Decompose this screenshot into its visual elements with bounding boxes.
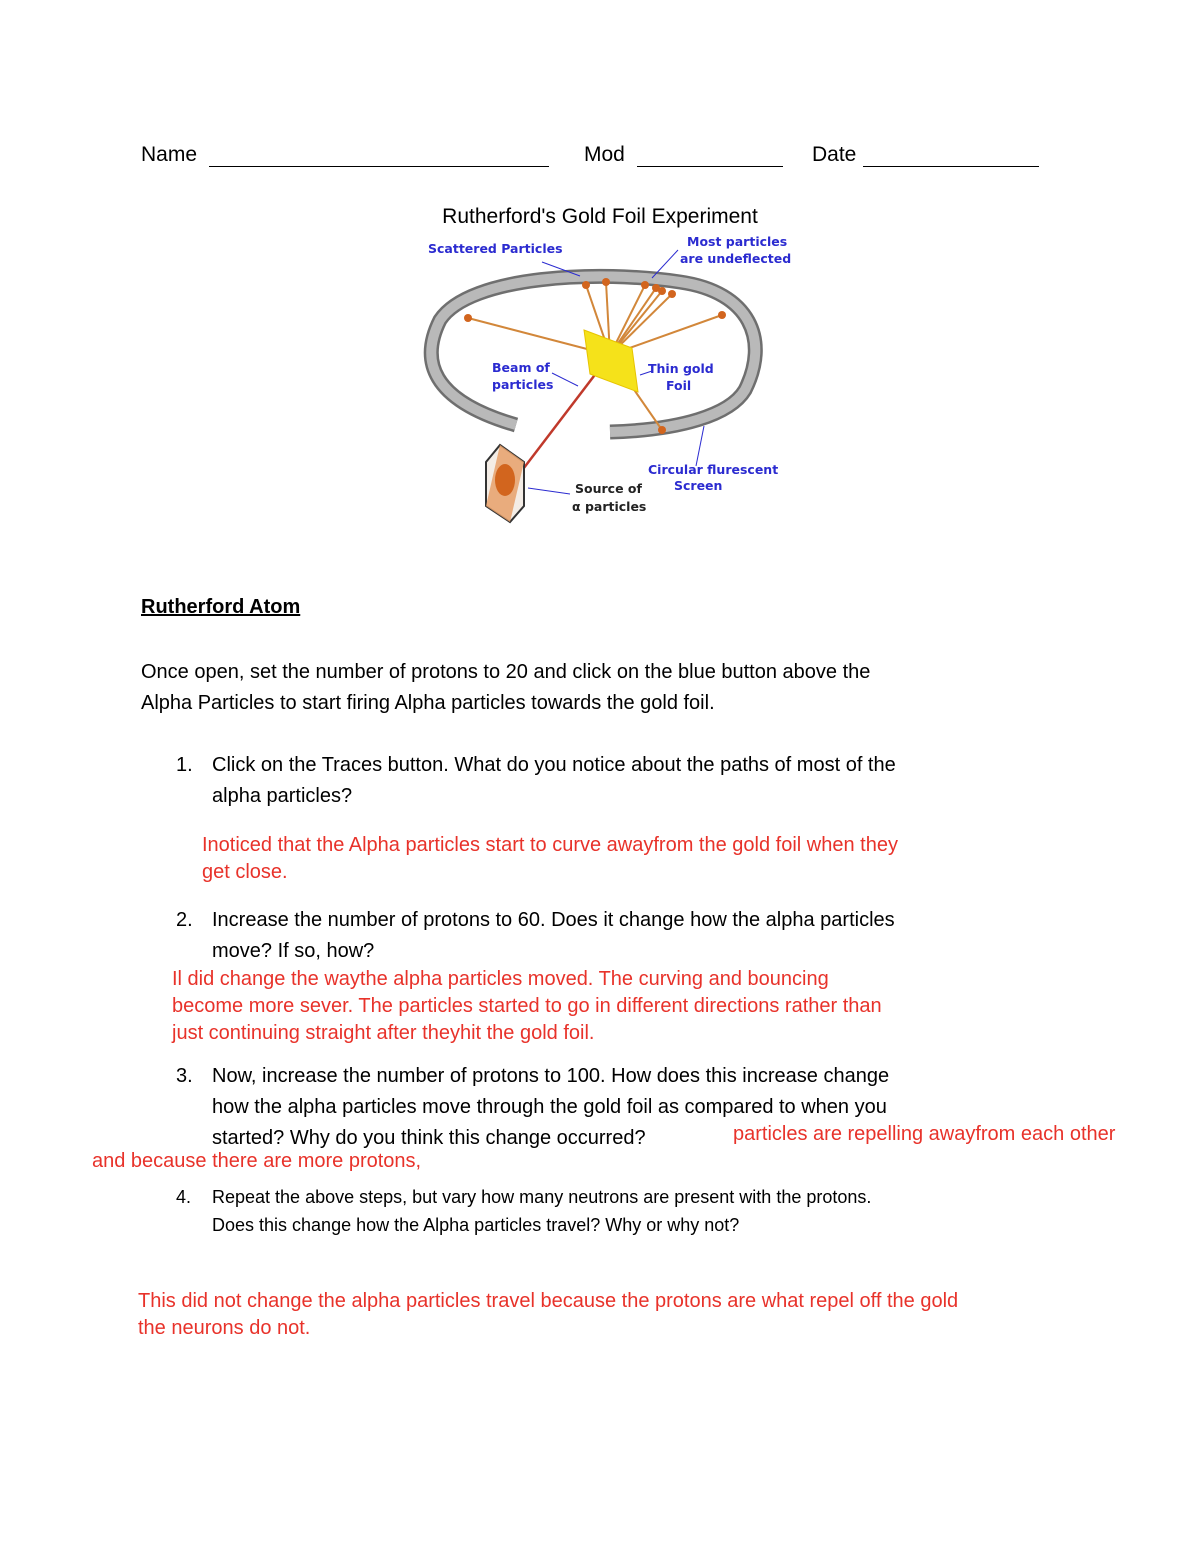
answer-line: Inoticed that the Alpha particles start to curve awayfrom the gold foil when they	[202, 834, 898, 856]
label-foil-2: Foil	[666, 378, 692, 393]
question-2	[176, 905, 895, 967]
label-most-2: are undeflected	[680, 251, 792, 266]
label-scattered: Scattered Particles	[428, 241, 563, 256]
intro-line-1: Once open, set the number of protons to 20 and click on the blue button above the	[141, 661, 871, 683]
label-screen-1: Circular flurescent	[648, 462, 779, 477]
question-text: move? If so, how?	[212, 940, 375, 962]
answer-line: get close.	[202, 861, 288, 883]
mod-blank[interactable]	[637, 144, 783, 167]
question-text: Does this change how the Alpha particles travel? Why or why not?	[212, 1215, 740, 1235]
answer-4[interactable]	[138, 1288, 958, 1342]
question-number: 1.	[176, 754, 193, 776]
answer-3-inline[interactable]: particles are repelling awayfrom each other	[733, 1123, 1116, 1145]
question-text: Click on the Traces button. What do you notice about the paths of most of the	[212, 754, 896, 776]
answer-2[interactable]	[172, 966, 882, 1047]
name-blank[interactable]	[209, 144, 549, 167]
date-field	[812, 143, 1039, 167]
label-beam-1: Beam of	[492, 360, 550, 375]
gold-foil	[584, 330, 638, 392]
question-text: Increase the number of protons to 60. Does it change how the alpha particles	[212, 909, 895, 931]
answer-line: This did not change the alpha particles travel because the protons are what repel off the gold	[138, 1290, 959, 1312]
answer-3-continued[interactable]: and because there are more protons,	[92, 1150, 422, 1172]
intro-text	[141, 657, 870, 719]
label-source-1: Source of	[575, 481, 642, 496]
answer-line: just continuing straight after theyhit the gold foil.	[172, 1022, 595, 1044]
mod-field	[584, 143, 783, 167]
date-blank[interactable]	[863, 144, 1039, 167]
label-foil-1: Thin gold	[648, 361, 714, 376]
question-text: alpha particles?	[212, 785, 353, 807]
question-number: 3.	[176, 1065, 193, 1087]
answer-line: become more sever. The particles started to go in different directions rather than	[172, 995, 882, 1017]
answer-line: Il did change the waythe alpha particles moved. The curving and bouncing	[172, 968, 829, 990]
answer-1[interactable]	[202, 832, 898, 886]
figure-title: Rutherford's Gold Foil Experiment	[442, 205, 758, 228]
name-label: Name	[141, 143, 198, 166]
label-screen-2: Screen	[674, 478, 723, 493]
label-source-2: α particles	[572, 499, 647, 514]
section-heading: Rutherford Atom	[141, 596, 301, 618]
answer-line: the neurons do not.	[138, 1317, 311, 1339]
question-text: how the alpha particles move through the gold foil as compared to when you	[212, 1096, 887, 1118]
question-text: started? Why do you think this change occurred?	[212, 1127, 646, 1149]
question-text: Repeat the above steps, but vary how many neutrons are present with the protons.	[212, 1187, 872, 1207]
question-1	[176, 750, 896, 812]
mod-label: Mod	[584, 143, 625, 166]
question-number: 2.	[176, 909, 193, 931]
date-label: Date	[812, 143, 857, 166]
intro-line-2: Alpha Particles to start firing Alpha particles towards the gold foil.	[141, 692, 715, 714]
label-most-1: Most particles	[687, 234, 788, 249]
name-field	[141, 143, 549, 167]
question-4	[176, 1183, 871, 1239]
label-beam-2: particles	[492, 377, 554, 392]
question-text: Now, increase the number of protons to 100. How does this increase change	[212, 1065, 890, 1087]
gold-foil-diagram	[400, 230, 820, 530]
question-number: 4.	[176, 1187, 192, 1207]
